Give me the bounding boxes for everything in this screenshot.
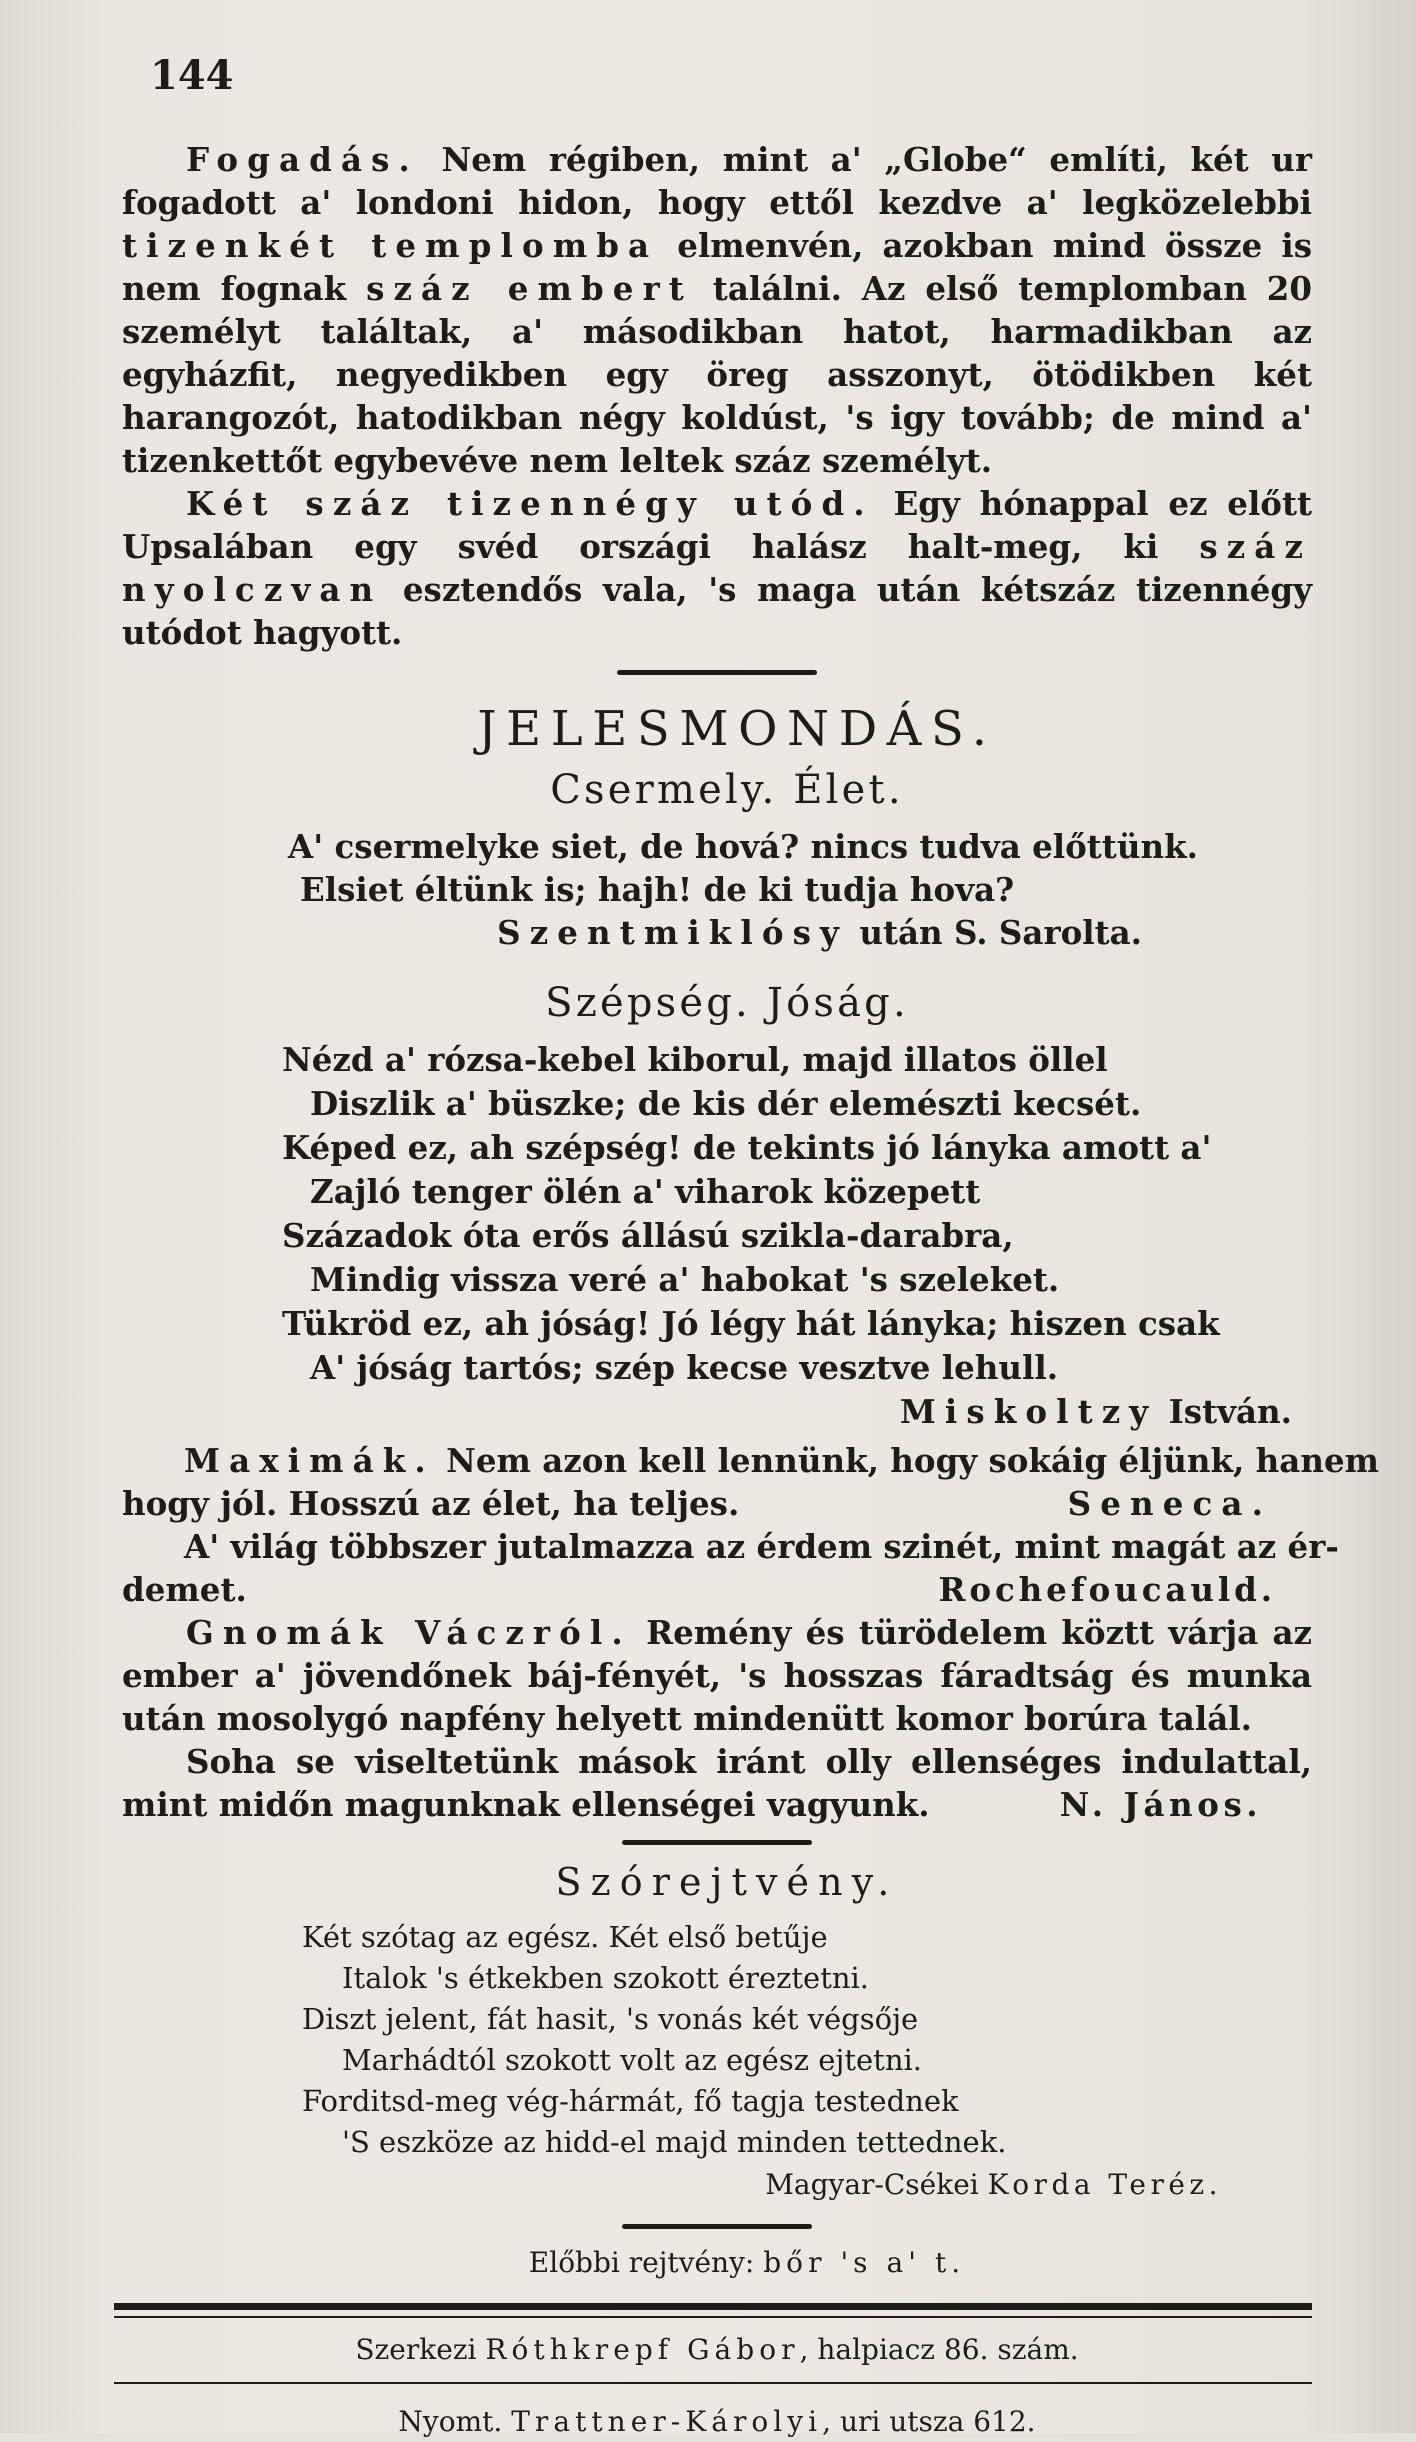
paragraph-text: Soha se viseltetünk mások iránt olly ellenséges indulattal, mint midőn magunknak ellenségei vagyunk. (122, 1742, 1312, 1824)
poem-author (122, 911, 1312, 954)
printer-line (122, 2402, 1312, 2442)
verse-line: Két szótag az egész. Két első betűje (302, 1920, 828, 1954)
poem-szepseg (122, 1038, 1312, 1390)
section-heading: JELESMONDÁS. (477, 701, 997, 757)
printer-address: , uri utsza 612. (822, 2405, 1036, 2438)
verse-line: Diszt jelent, fát hasit, 's vonás két végsője (302, 2002, 919, 2036)
verse-line: Forditsd-meg vég-hármát, fő tagja testednek (302, 2084, 959, 2118)
editor-name: Róthkrepf Gábor (485, 2333, 800, 2366)
paragraph-text: találni. Az első templomban 20 személyt találtak, a' másodikban hatot, harmadikban az egyházfit, negyedikben egy öreg asszonyt, ötödikben két harangozót, hatodikban négy koldúst, 's igy tovább; de mind a' tizenkettőt egybevéve nem leltek száz személyt. (122, 269, 1312, 480)
author-prefix: Magyar-Csékei (765, 2168, 988, 2201)
poem-title: Szépség. Jóság. (545, 980, 909, 1026)
paragraph-text: Nem régiben, mint a' „Globe“ említi, két ur fogadott a' londoni hidon, hogy ettől kezdve a' legközelebbi (122, 140, 1312, 222)
author-rest: után S. Sarolta. (848, 913, 1142, 952)
editor-line (122, 2330, 1312, 2370)
page-number: 144 (150, 52, 234, 99)
verse-line: Mindig vissza veré a' habokat 's szeleket. (310, 1260, 1060, 1299)
verse-line: Képed ez, ah szépség! de tekints jó lányka amott a' (282, 1128, 1212, 1167)
riddle (122, 1917, 1312, 2163)
paragraph-fogadas (122, 138, 1312, 482)
printer-name: Trattner-Károlyi (511, 2405, 823, 2438)
paragraph-text: Nem azon kell lennünk, hogy sokáig éljünk, hanem (434, 1441, 1380, 1480)
poem-title: Csermely. Élet. (550, 767, 904, 813)
paragraph-title: Két száz tizennégy utód. (186, 484, 874, 523)
answer-value: bőr 's a' t. (763, 2246, 966, 2279)
author-name: Rochefoucauld. (938, 1570, 1276, 1609)
author-name: Szentmiklósy (497, 913, 849, 952)
emphasis: tizenkét templomba (122, 226, 659, 265)
maxim-line: A' világ többszer jutalmazza az érdem szinét, mint magát az ér- (184, 1527, 1339, 1566)
paragraph-utod (122, 482, 1312, 654)
verse-line: Századok óta erős állású szikla-darabra, (282, 1216, 1014, 1255)
editor-label: Szerkezi (355, 2333, 486, 2366)
paragraph-text: esztendős vala, 's maga után kétszáz tizennégy utódot hagyott. (122, 570, 1312, 652)
maxim-line (122, 1568, 1312, 1611)
paragraph-title: Gnomák Váczról. (186, 1613, 632, 1652)
answer-label: Előbbi rejtvény: (528, 2246, 764, 2279)
verse-line: 'S eszköze az hidd-el majd minden tettednek. (342, 2125, 1007, 2159)
verse-line: Marhádtól szokott volt az egész ejtetni. (342, 2043, 922, 2077)
author-name: Miskoltzy (899, 1392, 1158, 1431)
footer-rule-thick (114, 2303, 1312, 2310)
paragraph-text: elmenvén, azokban mind össze is nem fognak (122, 226, 1312, 308)
author-name: N. János. (1059, 1785, 1263, 1824)
paragraph-title: Fogadás. (186, 140, 419, 179)
emphasis: száz embert (366, 269, 693, 308)
paragraph-text: Egy hónappal ez előtt Upsalában egy svéd országi halász halt-meg, ki (122, 484, 1312, 566)
verse-line: Zajló tenger ölén a' viharok közepett (310, 1172, 981, 1211)
section-divider (622, 2224, 812, 2229)
verse-line: Elsiet éltünk is; hajh! de ki tudja hova? (300, 870, 1015, 909)
paragraph-text: hogy jól. Hosszú az élet, ha teljes. (122, 1484, 740, 1523)
verse-line: A' jóság tartós; szép kecse vesztve lehull. (310, 1348, 1059, 1387)
poem-author (122, 1390, 1312, 1433)
section-divider (622, 1840, 812, 1845)
footer-rule-bottom (114, 2382, 1312, 2384)
verse-line: Diszlik a' büszke; de kis dér elemészti kecsét. (310, 1084, 1142, 1123)
paragraph-text: Remény és türödelem köztt várja az ember a' jövendőnek báj-fényét, 's hosszas fáradtság és munka után mosolygó napfény helyett mindenütt komor borúra talál. (122, 1613, 1312, 1738)
paragraph-text: demet. (122, 1570, 247, 1609)
section-divider (617, 670, 817, 675)
author-name: Seneca. (1067, 1484, 1272, 1523)
maxims-section (122, 1439, 1380, 1611)
verse-line: Nézd a' rózsa-kebel kiborul, majd illatos öllel (282, 1040, 1108, 1079)
editor-address: , halpiacz 86. szám. (799, 2333, 1079, 2366)
poem-csermely (122, 825, 1312, 911)
paragraph-title: Maximák. (184, 1441, 435, 1480)
maxim-line (122, 1439, 1380, 1482)
riddle-author (122, 2163, 1312, 2206)
footer-rule-thin (114, 2316, 1312, 2318)
riddle-title: Szórejtvény. (555, 1860, 899, 1904)
author-name: Korda Teréz. (987, 2168, 1222, 2201)
paragraph-gnomak (122, 1611, 1312, 1740)
verse-line: A' csermelyke siet, de hová? nincs tudva előttünk. (288, 827, 1198, 866)
printer-label: Nyomt. (398, 2405, 512, 2438)
maxim-line (122, 1482, 1312, 1525)
verse-line: Italok 's étkekben szokott éreztetni. (342, 1961, 870, 1995)
verse-line: Tükröd ez, ah jóság! Jó légy hát lányka; hiszen csak (282, 1304, 1220, 1343)
emphasis: száz nyolczvan (122, 527, 1312, 609)
paragraph-gnomak-2 (122, 1740, 1312, 1826)
previous-riddle-answer (182, 2243, 1312, 2283)
author-rest: István. (1157, 1392, 1292, 1431)
page-body (122, 138, 1380, 2442)
